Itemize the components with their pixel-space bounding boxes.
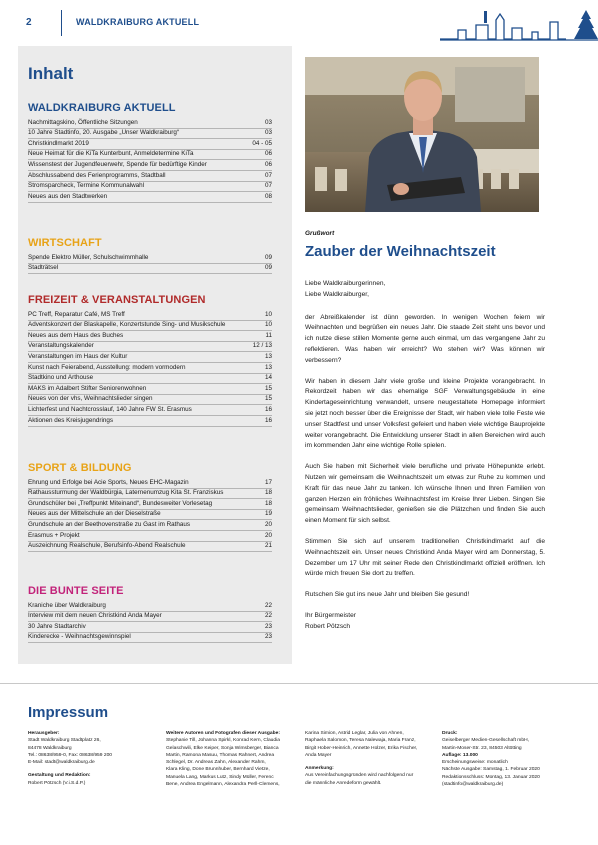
toc-entry-page: 12 / 13 — [252, 342, 272, 350]
toc-entry-page: 06 — [264, 160, 272, 168]
line: Raphaela Salomon, Teresa Nalewaja, Maria Franz, — [305, 738, 416, 744]
article-headline: Zauber der Weihnachtszeit — [305, 243, 496, 260]
toc-entry-title: Adventskonzert der Blaskapelle, Konzertstunde Sing- und Musikschule — [28, 321, 226, 329]
toc-entry[interactable] — [28, 489, 272, 500]
line: Robert Pötzsch (V.i.S.d.P.) — [28, 780, 86, 786]
toc-entry-title: Neues von der vhs, Weihnachtslieder singen — [28, 395, 153, 403]
toc-entry[interactable] — [28, 633, 272, 644]
toc-entry-page: 20 — [264, 531, 272, 539]
toc-entry[interactable] — [28, 352, 272, 363]
toc-entry-page: 13 — [264, 363, 272, 371]
toc-entry-title: Grundschüler bei „Treffpunkt Miteinand“, Bundesweiter Vorlesetag — [28, 499, 213, 507]
article-body — [305, 279, 545, 643]
toc-entry-title: Stadträtsel — [28, 264, 59, 272]
toc-section-list — [28, 253, 272, 274]
toc-entry[interactable] — [28, 612, 272, 623]
toc-entry-page: 19 — [264, 510, 272, 518]
label: Anmerkung: — [305, 766, 334, 772]
toc-entry-page: 06 — [264, 150, 272, 158]
toc-entry-page: 13 — [264, 352, 272, 360]
toc-entry-page: 11 — [265, 331, 272, 339]
toc-entry[interactable] — [28, 342, 272, 353]
toc-entry-page: 22 — [264, 612, 272, 620]
line: 84478 Waldkraiburg — [28, 745, 72, 751]
toc-entry-title: Neues aus den Stadtwerken — [28, 192, 108, 200]
publication-name: WALDKRAIBURG AKTUELL — [76, 17, 200, 27]
city-skyline-icon — [440, 6, 598, 46]
toc-entry-title: Nachmittagskino, Öffentliche Sitzungen — [28, 118, 138, 126]
impressum-authors-continued — [305, 730, 437, 787]
toc-entry-page: 18 — [264, 499, 272, 507]
line: E-Mail: stadt@waldkraiburg.de — [28, 760, 95, 766]
toc-entry-page: 07 — [264, 182, 272, 190]
page-number: 2 — [26, 17, 32, 28]
toc-entry-page: 07 — [264, 171, 272, 179]
toc-section-heading: FREIZEIT & VERANSTALTUNGEN — [28, 294, 206, 306]
toc-entry-title: Stromsparcheck, Termine Kommunalwahl — [28, 182, 145, 190]
toc-section-list — [28, 601, 272, 643]
toc-entry-title: Veranstaltungskalender — [28, 342, 94, 350]
line: Gelaschwili, Elke Keiper, Sonja Wimsberger, Bianca — [166, 745, 279, 751]
toc-entry[interactable] — [28, 405, 272, 416]
toc-entry[interactable] — [28, 171, 272, 182]
toc-entry[interactable] — [28, 139, 272, 150]
toc-entry-title: Christkindlmarkt 2019 — [28, 139, 89, 147]
impressum-title: Impressum — [28, 704, 109, 721]
label: Herausgeber: — [28, 731, 60, 736]
line: Erscheinungsweise: monatlich — [442, 760, 508, 766]
line: Aus Vereinfachungsgründen wird nachfolgend nur — [305, 773, 414, 779]
toc-entry-title: PC Treff, Reparatur Café, MS Treff — [28, 310, 125, 318]
line: Klara Kling, Done Brunnhuber, Bernhard Vietze, — [166, 767, 270, 773]
toc-entry[interactable] — [28, 622, 272, 633]
toc-entry[interactable] — [28, 160, 272, 171]
page-header — [0, 0, 598, 46]
impressum-print — [442, 730, 582, 788]
toc-entry-page: 23 — [264, 622, 272, 630]
toc-entry-title: Abschlussabend des Ferienprogramms, Stadtball — [28, 171, 166, 179]
article-kicker: Grußwort — [305, 230, 335, 237]
line: Anda Mayer — [305, 752, 332, 758]
toc-entry[interactable] — [28, 542, 272, 553]
impressum-authors — [166, 730, 306, 788]
portrait-image — [305, 57, 539, 212]
toc-entry[interactable] — [28, 520, 272, 531]
toc-entry[interactable] — [28, 331, 272, 342]
toc-entry[interactable] — [28, 321, 272, 332]
toc-entry[interactable] — [28, 601, 272, 612]
toc-entry-title: Neue Heimat für die KiTa Kunterbunt, Anmeldetermine KiTa — [28, 150, 194, 158]
toc-entry[interactable] — [28, 499, 272, 510]
toc-entry-page: 08 — [264, 192, 272, 200]
signature — [305, 611, 545, 633]
paragraph: Rutschen Sie gut ins neue Jahr und bleiben Sie gesund! — [305, 591, 470, 599]
toc-entry-page: 17 — [264, 478, 272, 486]
toc-entry[interactable] — [28, 310, 272, 321]
toc-section-list — [28, 118, 272, 203]
toc-entry-page: 04 - 05 — [252, 139, 272, 147]
toc-entry-title: Neues aus der Mittelschule an der Dieselstraße — [28, 510, 161, 518]
toc-entry-page: 10 — [264, 310, 272, 318]
toc-entry-page: 09 — [264, 253, 272, 261]
line: Geiselberger Medien-Gesellschaft mbH, — [442, 738, 529, 744]
toc-entry-page: 18 — [264, 489, 272, 497]
toc-entry-title: 10 Jahre Stadtinfo, 20. Ausgabe „Unser Waldkraiburg“ — [28, 129, 179, 137]
toc-entry[interactable] — [28, 478, 272, 489]
toc-entry[interactable] — [28, 253, 272, 264]
toc-entry-page: 21 — [264, 542, 272, 550]
toc-section-list — [28, 478, 272, 552]
toc-entry-page: 15 — [264, 395, 272, 403]
toc-entry-page: 09 — [264, 264, 272, 272]
line: Tel.: 08638/959-0, Fax: 08638/959 200 — [28, 752, 113, 758]
line: Manuela Lang, Markus Lutz, Sindy Müller, Ferenc — [166, 774, 274, 780]
toc-entry[interactable] — [28, 395, 272, 406]
toc-entry-page: 22 — [264, 601, 272, 609]
toc-entry[interactable] — [28, 510, 272, 521]
paragraph: Wir haben in diesem Jahr viele große und kleine Projekte vorangebracht. In Rekordzeit haben wir das ehemalige SGF Verwaltungsgebäude in eine Kindertageseinrichtung verwandelt, unsere neugestaltete Homepage informiert sie jetzt noch besser über die Ereignisse der Stadt, wir haben viele tolle Feste wie unser Stadtfest und unser Volksfest gefeiert und haben viele wichtige Bauprojekte weiter vorangebracht. Die Entwicklung unserer Stadt in allen Bereichen wird auch im kommenden Jahr eine wichtige Rolle spielen. — [305, 377, 545, 450]
toc-entry[interactable] — [28, 150, 272, 161]
toc-entry-page: 20 — [264, 520, 272, 528]
toc-entry-title: Erasmus + Projekt — [28, 531, 80, 539]
toc-entry-title: Kraniche über Waldkraiburg — [28, 601, 106, 609]
toc-entry-title: Interview mit dem neuen Christkind Anda Mayer — [28, 612, 162, 620]
toc-entry-title: Auszeichnung Realschule, Berufsinfo-Abend Realschule — [28, 542, 186, 550]
toc-entry-page: 16 — [264, 405, 272, 413]
circulation: Auflage: 13.000 — [442, 752, 478, 758]
label: Gestaltung und Redaktion: — [28, 773, 91, 779]
toc-entry[interactable] — [28, 192, 272, 203]
mayor-photo — [305, 57, 539, 212]
toc-entry-title: MAKS im Adalbert Stifter Seniorenwohnen — [28, 384, 147, 392]
line: Redaktionsschluss: Montag, 13. Januar 2020 — [442, 774, 540, 780]
toc-entry[interactable] — [28, 374, 272, 385]
toc-entry-page: 14 — [264, 374, 272, 382]
paragraph: Stimmen Sie sich auf unserem traditionellen Christkindlmarkt auf die Weihnachtszeit ein. Unser neues Christkind Anda Mayer wird am Donnerstag, 5. Dezember um 17 Uhr mit seiner Rede den Christkindlmarkt offiziell eröffnen. Ich würde mich freuen Sie dort zu treffen. — [305, 537, 545, 578]
paragraph: Auch Sie haben mit Sicherheit viele berufliche und private Höhepunkte erlebt. Nutzen wir gemeinsam die Weihnachtszeit um etwas zur Ruhe zu kommen und Kraft für das neue Jahr zu tanken. Ich wünsche Ihnen und Ihren Familien von ganzen Herzen ein fröhliches Weihnachtsfest im Kreise Ihrer Lieben. Singen Sie gemeinsam Weihnachtslieder, genießen sie die Plätzchen und finden Sie auch einen Moment für sich selbst. — [305, 463, 545, 525]
toc-entry-title: Spende Elektro Müller, Schulschwimmhalle — [28, 253, 149, 261]
toc-entry[interactable] — [28, 129, 272, 140]
toc-entry-title: Neues aus dem Haus des Buches — [28, 331, 124, 339]
signature-line: Ihr Bürgermeister — [305, 611, 356, 619]
toc-section-heading: WIRTSCHAFT — [28, 237, 102, 249]
toc-entry-title: Kunst nach Feierabend, Ausstellung: modern vormodern — [28, 363, 186, 371]
greeting-line: Liebe Waldkraiburgerinnen, — [305, 280, 386, 287]
line: Schlegel, Dr. Andreas Zahn, Alexander Rahm, — [166, 760, 266, 766]
toc-entry[interactable] — [28, 182, 272, 193]
line: Martin, Ramona Masuu, Thomas Rahnert, Andrea — [166, 752, 275, 758]
line: Karina Simion, Astrid Leglar, Julia von Ahnen, — [305, 731, 404, 736]
toc-entry-page: 03 — [264, 129, 272, 137]
header-divider — [61, 10, 62, 36]
toc-entry-title: Aktionen des Kreisjugendrings — [28, 416, 114, 424]
toc-title: Inhalt — [28, 64, 74, 83]
signature-line: Robert Pötzsch — [305, 622, 351, 630]
line: Birgit Hober-Heinrich, Annette Holzer, Erika Fischer, — [305, 745, 418, 751]
toc-entry-title: Rathaussturmung der Waldbürgia, Laternenumzug Kita St. Franziskus — [28, 489, 224, 497]
toc-entry-page: 10 — [264, 321, 272, 329]
section-divider — [0, 683, 598, 684]
toc-entry-page: 16 — [264, 416, 272, 424]
toc-entry-title: Ehrung und Erfolge bei Acie Sports, Neues EHC-Magazin — [28, 478, 189, 486]
toc-section-list — [28, 310, 272, 427]
line: Nächste Ausgabe: Samstag, 1. Februar 2020 — [442, 767, 540, 773]
toc-section-heading: WALDKRAIBURG AKTUELL — [28, 102, 176, 114]
toc-entry-title: Kinderecke - Weihnachtsgewinnspiel — [28, 633, 131, 641]
toc-entry-title: Grundschule an der Beethovenstraße zu Gast im Rathaus — [28, 520, 191, 528]
toc-section-heading: SPORT & BILDUNG — [28, 462, 132, 474]
toc-entry[interactable] — [28, 264, 272, 275]
toc-entry-title: 30 Jahre Stadtarchiv — [28, 622, 86, 630]
line: Martin-Moser-Str. 23, 84503 Altötting — [442, 745, 522, 751]
label: Weitere Autoren und Fotografen dieser Ausgabe: — [166, 731, 280, 736]
toc-entry-title: Stadtkino und Arthouse — [28, 374, 94, 382]
toc-entry-title: Wissenstest der Jugendfeuerwehr, Spende für bedürftige Kinder — [28, 160, 207, 168]
toc-entry[interactable] — [28, 416, 272, 427]
line: die männliche Anredeform gewählt. — [305, 780, 382, 786]
toc-entry[interactable] — [28, 384, 272, 395]
greeting-line: Liebe Waldkraiburger, — [305, 290, 369, 298]
toc-entry-page: 03 — [264, 118, 272, 126]
toc-entry[interactable] — [28, 363, 272, 374]
line: (stadtinfo@waldkraiburg.de) — [442, 782, 504, 788]
toc-entry-page: 15 — [264, 384, 272, 392]
label: Druck: — [442, 731, 458, 736]
line: Stadt Waldkraiburg Stadtplatz 26, — [28, 738, 101, 744]
line: Stephanie Till, Johanna Spirkl, Konrad Kern, Claudia — [166, 738, 280, 744]
line: Bene, Andrea Engelmann, Alexandra Perll-Clemens, — [166, 782, 280, 788]
toc-entry[interactable] — [28, 118, 272, 129]
toc-entry-title: Lichterfest und Nachtcrosslauf, 140 Jahre FW St. Erasmus — [28, 405, 192, 413]
toc-entry-page: 23 — [264, 633, 272, 641]
impressum-publisher — [28, 730, 158, 787]
greeting — [305, 279, 545, 301]
toc-entry[interactable] — [28, 531, 272, 542]
toc-entry-title: Veranstaltungen im Haus der Kultur — [28, 352, 128, 360]
paragraph: der Abreißkalender ist dünn geworden. In wenigen Wochen feiern wir Weihnachten und begrüßen ein neues Jahr. Die staade Zeit steht uns bevor und ich nutze diese stillen Momente gerne auch einmal, um das vergangene Jahr zu reflektieren. Was haben wir erreicht? Wo stehen wir? Was können wir verbessern? — [305, 313, 545, 364]
toc-section-heading: DIE BUNTE SEITE — [28, 585, 124, 597]
